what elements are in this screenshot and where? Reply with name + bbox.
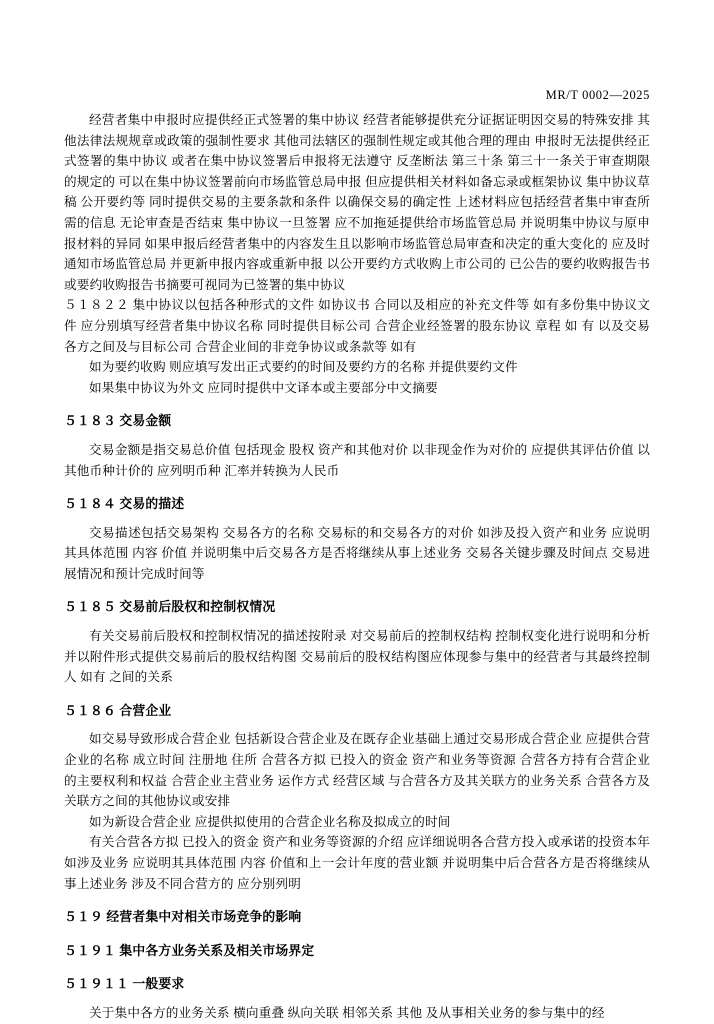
paragraph: ５１８２２ 集中协议以包括各种形式的文件 如协议书 合同以及相应的补充文件等 如有多份集中协议文件 应分别填写经营者集中协议名称 同时提供目标公司 合营企业经签署的股东协议 章程 如 有 以及交易各方之间及与目标公司 合营企业间的非竞争协议或条款等 如有 bbox=[64, 298, 650, 354]
spacer bbox=[64, 688, 650, 701]
section-heading: ５１９ 经营者集中对相关市场竞争的影响 bbox=[64, 910, 302, 925]
spacer bbox=[64, 995, 650, 1003]
spacer bbox=[64, 398, 650, 411]
paragraph: 如为新设合营企业 应提供拟使用的合营企业名称及拟成立的时间 bbox=[89, 814, 451, 829]
paragraph: 经营者集中申报时应提供经正式签署的集中协议 经营者能够提供充分证据证明因交易的特殊安排 其他法律法规规章或政策的强制性要求 其他司法辖区的强制性规定或其他合理的理由 申报时无法提供经正式签署的集中协议 或者在集中协议签署后申报将无法遵守 反垄断法 第三十条 第三十一条关于审查期限的规定的 可以在集中协议签署前向市场监管总局申报 但应提供相关材料如备忘录或框架协议 集中协议草稿 公开要约等 同时提供交易的主要条款和条件 以确保交易的确定性 上述材料应包括经营者集中审查所需的信息 无论审查是否结束 集中协议一旦签署 应不加拖延提供给市场监管总局 并说明集中协议与原申报材料的异同 如果申报后经营者集中的内容发生且以影响市场监管总局审查和决定的重大变化的 应及时通知市场监管总局 并更新申报内容或重新申报 以公开要约方式收购上市公司的 已公告的要约收购报告书或要约收购报告书摘要可视同为已签署的集中协议 bbox=[64, 113, 650, 292]
paragraph: 关于集中各方的业务关系 横向重叠 纵向关联 相邻关系 其他 及从事相关业务的参与集中的经 bbox=[89, 1005, 605, 1020]
section-heading: ５１８３ 交易金额 bbox=[64, 414, 172, 429]
section-heading: ５１９１１ 一般要求 bbox=[64, 977, 185, 992]
section-heading: ５１８５ 交易前后股权和控制权情况 bbox=[64, 600, 276, 615]
paragraph: 交易金额是指交易总价值 包括现金 股权 资产和其他对价 以非现金作为对价的 应提供其评估价值 以其他币种计价的 应列明币种 汇率并转换为人民币 bbox=[64, 442, 650, 478]
page-header: MR/T 0002—2025 bbox=[545, 88, 650, 102]
spacer bbox=[64, 432, 650, 440]
spacer bbox=[64, 515, 650, 523]
paragraph: 如为要约收购 则应填写发出正式要约的时间及要约方的名称 并提供要约文件 bbox=[89, 360, 518, 375]
paragraph: 如果集中协议为外文 应同时提供中文译本或主要部分中文摘要 bbox=[89, 380, 438, 395]
paragraph: 交易描述包括交易架构 交易各方的名称 交易标的和交易各方的对价 如涉及投入资产和业务 应说明其具体范围 内容 价值 并说明集中后交易各方是否将继续从事上述业务 交易各关键步骤及时间点 交易进展情况和预计完成时间等 bbox=[64, 525, 650, 581]
paragraph: 有关交易前后股权和控制权情况的描述按附录 对交易前后的控制权结构 控制权变化进行说明和分析 并以附件形式提供交易前后的股权结构图 交易前后的股权结构图应体现参与集中的经营者与其最终控制人 如有 之间的关系 bbox=[64, 629, 650, 685]
spacer bbox=[64, 584, 650, 597]
paragraph: 如交易导致形成合营企业 包括新设合营企业及在既存企业基础上通过交易形成合营企业 应提供合营企业的名称 成立时间 注册地 住所 合营各方拟 已投入的资金 资产和业务等资源 合营各方持有合营企业的主要权利和权益 合营企业主营业务 运作方式 经营区域 与合营各方及其关联方的业务关系 合营各方及关联方之间的其他协议或安排 bbox=[64, 732, 650, 809]
spacer bbox=[64, 721, 650, 729]
section-heading: ５１８６ 合营企业 bbox=[64, 703, 172, 718]
section-heading: ５１９１ 集中各方业务关系及相关市场界定 bbox=[64, 943, 315, 958]
section-heading: ５１８４ 交易的描述 bbox=[64, 497, 185, 512]
spacer bbox=[64, 961, 650, 974]
paragraph: 有关合营各方拟 已投入的资金 资产和业务等资源的介绍 应详细说明各合营方投入或承诺的投资本年 如涉及业务 应说明其具体范围 内容 价值和上一会计年度的营业额 并说明集中后合营各方是否将继续从事上述业务 涉及不同合营方的 应分别列明 bbox=[64, 835, 650, 891]
spacer bbox=[64, 894, 650, 907]
document-body bbox=[64, 110, 650, 1024]
spacer bbox=[64, 928, 650, 941]
spacer bbox=[64, 618, 650, 626]
spacer bbox=[64, 481, 650, 494]
